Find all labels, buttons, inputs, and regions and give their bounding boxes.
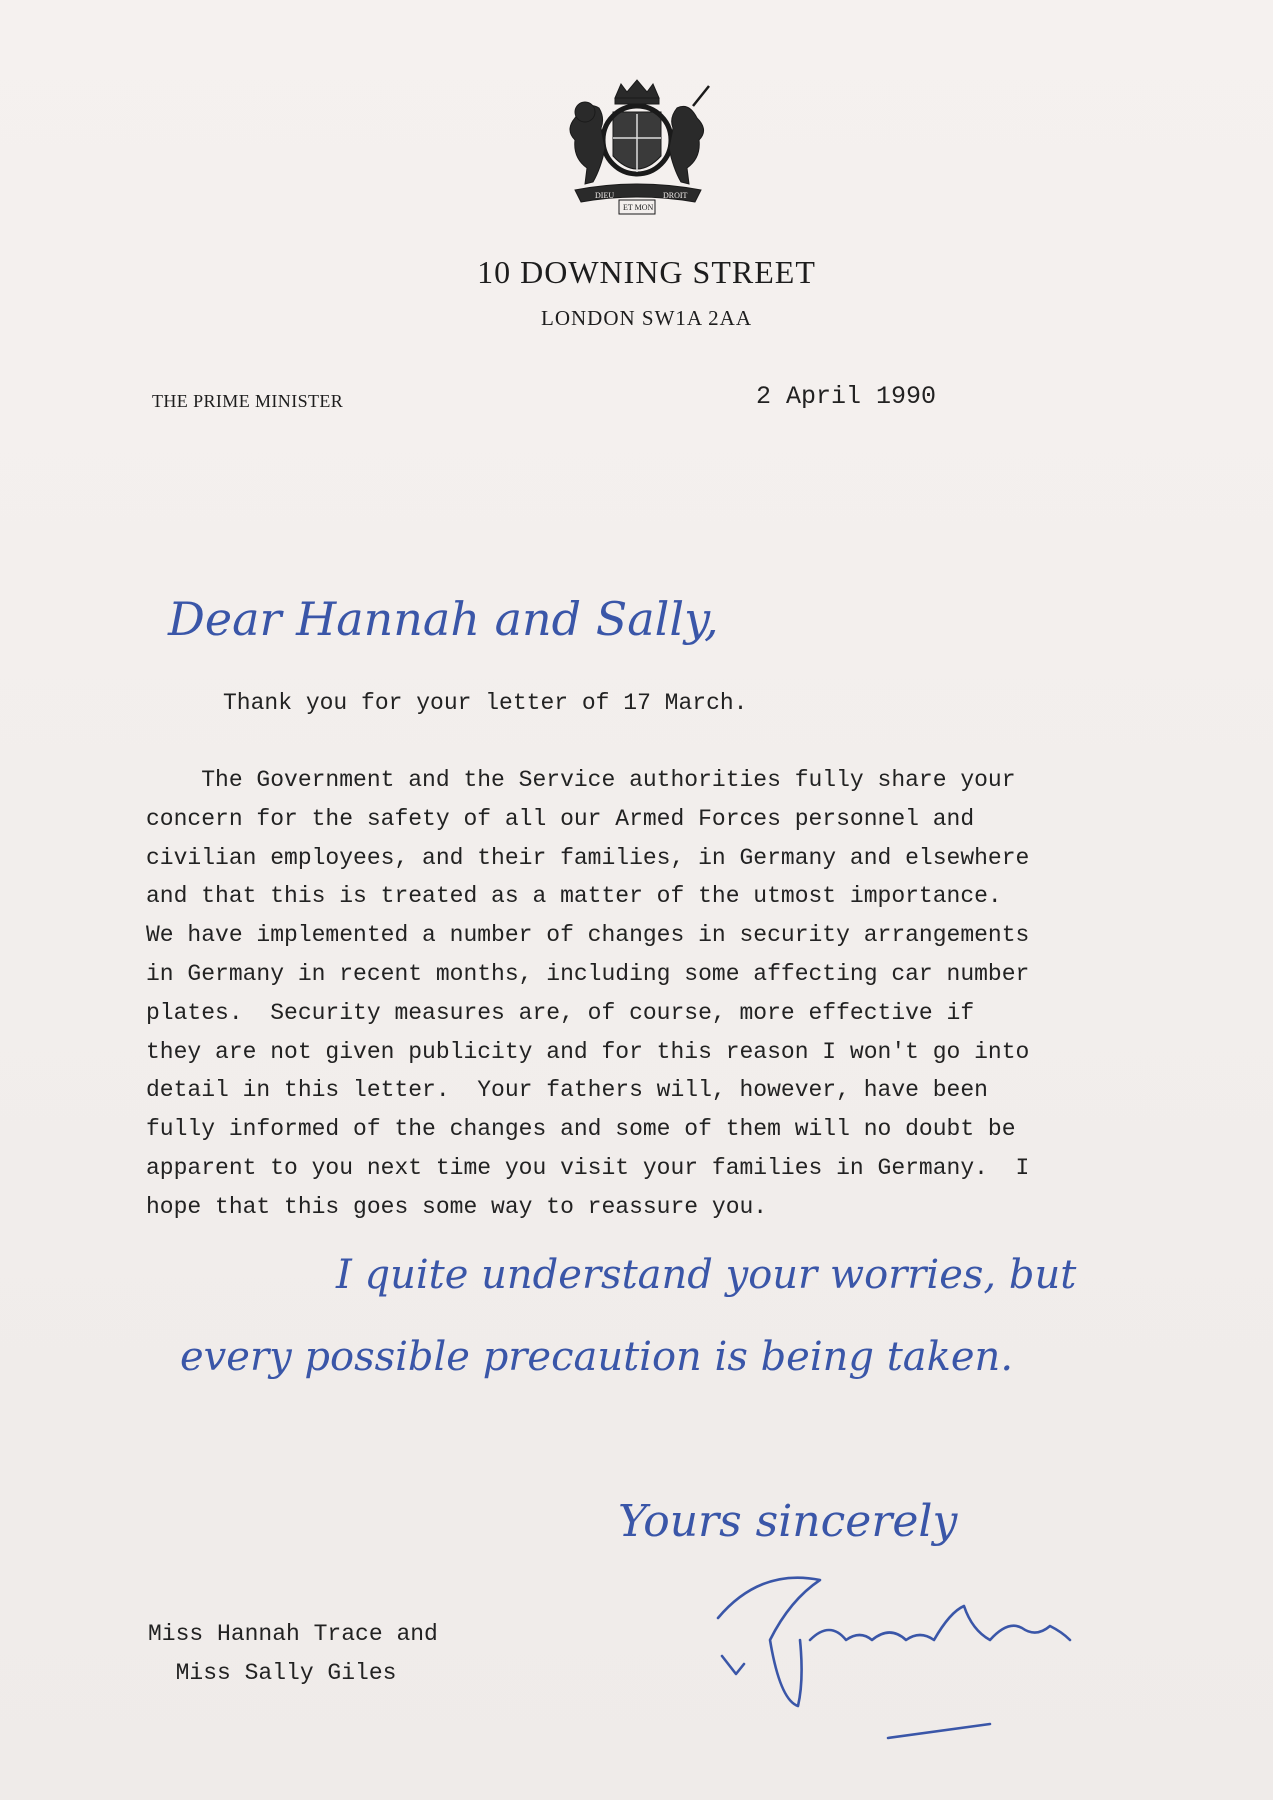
handwritten-salutation: Dear Hannah and Sally, xyxy=(168,592,719,646)
svg-text:DIEU: DIEU xyxy=(595,191,615,200)
paragraph-line: We have implemented a number of changes in security arrangements xyxy=(146,922,1030,949)
svg-text:ET MON: ET MON xyxy=(623,203,654,212)
paragraph-line: apparent to you next time you visit your families in Germany. I xyxy=(146,1154,1030,1181)
paragraph-line: civilian employees, and their families, in Germany and elsewhere xyxy=(146,844,1030,871)
recipients-block xyxy=(148,1615,438,1693)
letterhead-address-line2: LONDON SW1A 2AA xyxy=(541,306,752,330)
body-paragraph xyxy=(146,761,1029,1227)
paragraph-line: in Germany in recent months, including some affecting car number xyxy=(146,960,1030,987)
paragraph-line: they are not given publicity and for this reason I won't go into xyxy=(146,1038,1030,1065)
handwritten-note-line1: I quite understand your worries, but xyxy=(336,1252,1077,1298)
opening-line: Thank you for your letter of 17 March. xyxy=(223,690,748,716)
svg-text:DROIT: DROIT xyxy=(663,191,688,200)
letterhead-office: THE PRIME MINISTER xyxy=(152,391,344,411)
paragraph-line: hope that this goes some way to reassure you. xyxy=(146,1193,768,1220)
paragraph-line: and that this is treated as a matter of the utmost importance. xyxy=(146,883,1002,910)
handwritten-closing: Yours sincerely xyxy=(618,1496,958,1547)
paragraph-line: concern for the safety of all our Armed Forces personnel and xyxy=(146,805,975,832)
paragraph-line: fully informed of the changes and some of them will no doubt be xyxy=(146,1116,1016,1143)
paragraph-line: plates. Security measures are, of course, more effective if xyxy=(146,999,975,1026)
paragraph-line: detail in this letter. Your fathers will, however, have been xyxy=(146,1077,988,1104)
letterhead-address-line1: 10 DOWNING STREET xyxy=(477,254,816,290)
recipient-line: Miss Hannah Trace and xyxy=(148,1621,438,1647)
royal-coat-of-arms-icon xyxy=(555,78,720,228)
recipient-line: Miss Sally Giles xyxy=(148,1660,397,1686)
paragraph-line: The Government and the Service authorities fully share your xyxy=(146,767,1016,793)
letter-date: 2 April 1990 xyxy=(756,382,937,411)
handwritten-note-line2: every possible precaution is being taken. xyxy=(180,1334,1014,1380)
